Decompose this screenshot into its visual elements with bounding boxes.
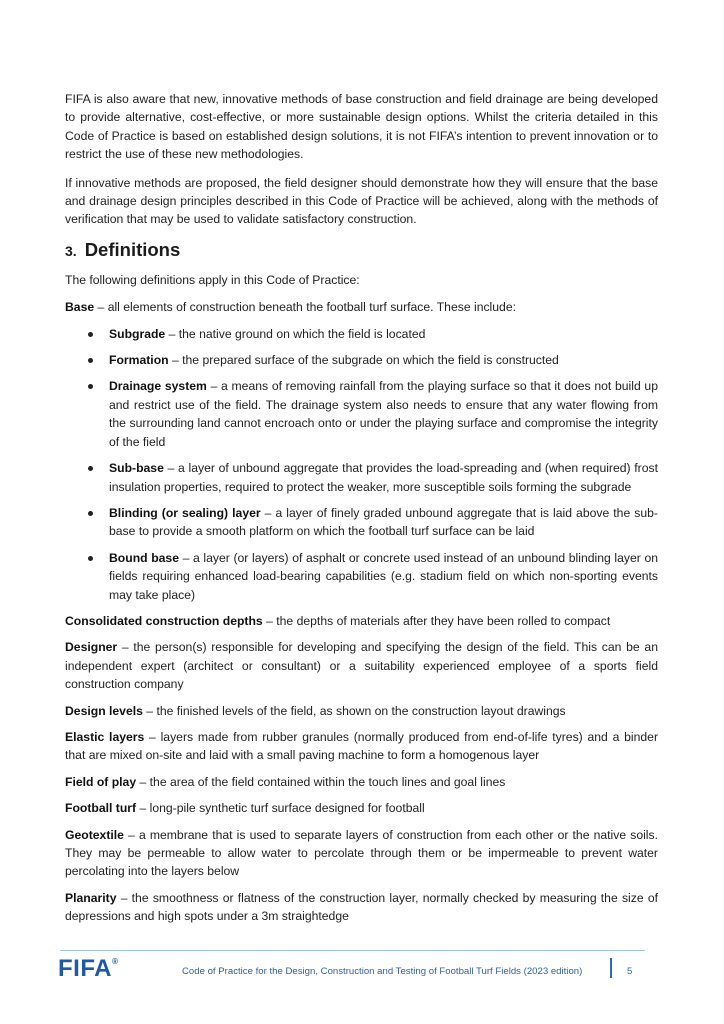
list-item (65, 325, 658, 343)
footer-separator (610, 958, 612, 978)
definition-text: – a membrane that is used to separate layers of construction from each other or the native soils. They may be permeable to allow water to percolate through them or be impermeable to prevent water percolating into the layers below (65, 827, 658, 879)
definition-term: Consolidated construction depths (65, 613, 263, 628)
definition-term: Blinding (or sealing) layer (109, 505, 261, 520)
definition-text: – the native ground on which the field is located (165, 326, 426, 341)
definition-football-turf (65, 799, 658, 817)
definition-term: Planarity (65, 890, 117, 905)
list-item (65, 504, 658, 541)
definition-text: – the area of the field contained within the touch lines and goal lines (136, 774, 506, 789)
definition-consolidated-depths (65, 612, 658, 630)
list-item (65, 549, 658, 604)
definitions-lead: The following definitions apply in this Code of Practice: (65, 272, 360, 287)
document-page (65, 90, 658, 934)
definition-term: Field of play (65, 774, 137, 789)
list-item (65, 351, 658, 369)
definition-term: Drainage system (109, 379, 207, 394)
fifa-logo (58, 955, 118, 983)
definition-term: Subgrade (109, 326, 166, 341)
definition-designer (65, 638, 658, 693)
bullet-icon (88, 556, 93, 561)
definition-geotextile (65, 826, 658, 881)
bullet-icon (88, 466, 93, 471)
intro-paragraph-1: FIFA is also aware that new, innovative methods of base construction and field drainage are being developed to provide alternative, cost-effective, or more sustainable design options. Whilst the criteria detailed in this Code of Practice is based on established design solutions, it is not FIFA’s intention to prevent innovation or to restrict the use of these new methodologies. (65, 92, 658, 162)
definition-text: – a means of removing rainfall from the playing surface so that it does not build up and restrict use of the field. The drainage system also needs to ensure that any water flowing from the surrounding land cannot encroach onto or under the playing surface and compromise the integrity of the field (109, 379, 658, 449)
definition-planarity (65, 889, 658, 926)
list-item (65, 377, 658, 451)
definition-text: – the prepared surface of the subgrade on which the field is constructed (168, 353, 559, 368)
definition-text: – the depths of materials after they have been rolled to compact (262, 613, 611, 628)
definition-text: – layers made from rubber granules (normally produced from end-of-life tyres) and a binder that are mixed on-site and laid with a small paving machine to form a homogenous layer (65, 729, 659, 763)
definition-design-levels (65, 702, 658, 720)
intro-paragraph-2: If innovative methods are proposed, the field designer should demonstrate how they will ensure that the base and drainage design principles described in this Code of Practice will be achieved, along with the methods of verification that may be used to validate satisfactory construction. (65, 175, 658, 227)
bullet-icon (88, 332, 93, 337)
definition-term: Geotextile (65, 827, 124, 842)
bullet-icon (88, 384, 93, 389)
definition-term: Base (65, 300, 95, 315)
definition-term: Formation (109, 353, 169, 368)
definition-term: Designer (65, 640, 118, 655)
intro-section (65, 90, 658, 229)
definition-term: Design levels (65, 703, 143, 718)
definition-term: Football turf (65, 801, 137, 816)
section-heading (65, 239, 658, 261)
definition-field-of-play (65, 773, 658, 791)
definition-base (65, 298, 658, 316)
definition-text: – a layer of unbound aggregate that provides the load-spreading and (when required) frost insulation properties, required to protect the weaker, more susceptible soils forming the subgrade (109, 461, 658, 494)
bullet-icon (88, 358, 93, 363)
definition-text: – the person(s) responsible for developing and specifying the design of the field. This can be an independent expert (architect or consultant) or a suitability experienced employee of a sports field construction company (65, 640, 658, 692)
definition-term: Bound base (109, 550, 179, 565)
footer-divider (60, 950, 645, 951)
registered-mark: ® (112, 957, 119, 966)
bullet-icon (88, 511, 93, 516)
list-item (65, 459, 658, 496)
definition-text: – all elements of construction beneath the football turf surface. These include: (94, 300, 516, 315)
definition-text: – the finished levels of the field, as shown on the construction layout drawings (142, 703, 566, 718)
definition-elastic-layers (65, 728, 658, 765)
definition-text: – a layer (or layers) of asphalt or concrete used instead of an unbound blinding layer on fields requiring enhanced load-bearing capabilities (e.g. stadium field on which non-sporting events may take place) (109, 550, 658, 602)
definition-text: – the smoothness or flatness of the construction layer, normally checked by measuring the size of depressions and high spots under a 3m straightedge (65, 890, 658, 924)
section-title: Definitions (84, 238, 181, 260)
page-number: 5 (627, 966, 633, 977)
section-number: 3. (65, 242, 77, 259)
footer-document-title: Code of Practice for the Design, Construction and Testing of Football Turf Fields (2023 edition) (182, 966, 583, 977)
definition-text: – long-pile synthetic turf surface designed for football (136, 801, 425, 816)
definition-text: – a layer of finely graded unbound aggregate that is laid above the sub-base to provide a smooth platform on which the football turf surface can be laid (109, 505, 658, 539)
base-components-list (65, 325, 658, 604)
definition-term: Elastic layers (65, 729, 145, 744)
logo-text: FIFA (58, 955, 112, 982)
definition-term: Sub-base (109, 461, 164, 476)
